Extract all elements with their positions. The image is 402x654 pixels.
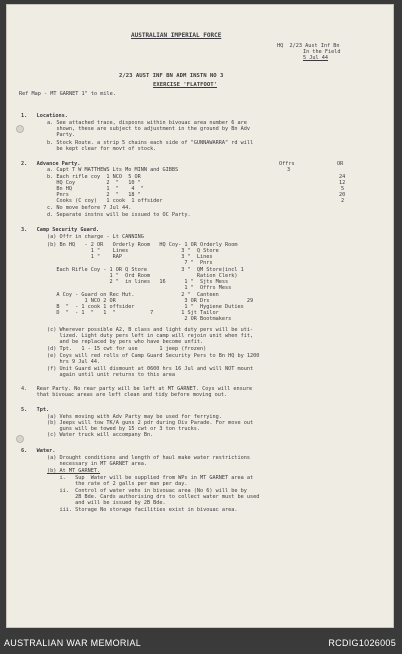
paragraph-line: c. No move before 7 Jul 44. bbox=[47, 205, 132, 211]
table-cell: 24 bbox=[339, 174, 346, 180]
paragraph-line: lized. Light duty pers left in camp will rejoin unit when fit, bbox=[47, 333, 254, 339]
column-header-offrs: Offrs bbox=[279, 161, 295, 167]
column-header-or: OR bbox=[337, 161, 344, 167]
punch-hole bbox=[16, 435, 24, 443]
table-cell: 2 bbox=[341, 198, 345, 204]
paragraph-line: a. Capt T W MATTHEWS Lts Mo MINN and GIBBS bbox=[47, 167, 179, 173]
paragraph-line: (a) Vehs moving with Adv Party may be used for ferrying. bbox=[47, 414, 222, 420]
footer-archive-name: AUSTRALIAN WAR MEMORIAL bbox=[4, 638, 142, 648]
paragraph-line: HQ Coy 2 " 10 " bbox=[47, 180, 141, 186]
paragraph-line: necessary in MT GARNET area. bbox=[47, 461, 147, 467]
archive-footer bbox=[0, 630, 402, 654]
paragraph-line: (f) Unit Guard will dismount at 0600 hrs 16 Jul and will NOT mount bbox=[47, 366, 254, 372]
document-header: AUSTRALIAN IMPERIAL FORCE bbox=[131, 32, 222, 39]
paragraph-line: shown, these are subject to adjustment in the ground by Bn Adv bbox=[47, 126, 251, 132]
paragraph-line: 2 " in lines 16 1 " Sjts Mess bbox=[47, 279, 229, 285]
exercise-name: EXERCISE 'FLATFOOT' bbox=[153, 82, 217, 88]
paragraph-line: iii. Storage No storage facilities exist in bivouac area. bbox=[47, 507, 238, 513]
document-date: 5 Jul 44 bbox=[303, 55, 328, 61]
paragraph-line: the rate of 2 galls per man per day. bbox=[47, 481, 188, 487]
paragraph-line: 1 NCO 2 OR 3 OR Drs 29 bbox=[47, 298, 254, 304]
paragraph-line: hrs 9 Jul 44. bbox=[47, 359, 101, 365]
paragraph-line: a. See attached trace, disposns within bivouac area number 6 are bbox=[47, 120, 247, 126]
paragraph-line: 2B Bde. Cards authorising drs to collect water must be used bbox=[47, 494, 260, 500]
paragraph-line: 1 " Ord Room Ration Clerk) bbox=[47, 273, 238, 279]
document-page bbox=[6, 4, 394, 628]
paragraph-line: and will be issued by 2B Bde. bbox=[47, 500, 166, 506]
paragraph-line: Pnrs 2 " 18 " bbox=[47, 192, 141, 198]
paragraph-line: ii. Control of water vehs in bivouac area (No 6) will be by bbox=[47, 488, 247, 494]
paragraph-line: B " - 1 cook 1 offsider 1 " Hygiene Duties bbox=[47, 304, 244, 310]
paragraph-line: (d) Tpt. 1 - 15 cwt for use 1 jeep (frozen) bbox=[47, 346, 207, 352]
paragraph-line: Party. bbox=[47, 132, 76, 138]
section-heading: 5. Tpt. bbox=[21, 407, 50, 413]
hq-line: HQ 2/23 Aust Inf Bn bbox=[277, 43, 340, 49]
table-cell: 5 bbox=[341, 186, 345, 192]
table-cell: 20 bbox=[339, 192, 346, 198]
paragraph-line: that bivouac areas are left clean and tidy before moving out. bbox=[21, 392, 228, 398]
location-line: In the Field bbox=[303, 49, 341, 55]
section-heading: 6. Water. bbox=[21, 448, 56, 454]
paragraph-line: (e) Coys will red rolls of Camp Guard Security Pers to Bn HQ by 1200 bbox=[47, 353, 260, 359]
paragraph-line: and be replaced by pers who have become unfit. bbox=[47, 339, 204, 345]
paragraph-line: Each Rifle Coy - 1 OR Q Store 3 " QM Store(incl 1 bbox=[47, 267, 244, 273]
table-cell: 3 bbox=[287, 167, 291, 173]
paragraph-line: D " - 1 " 1 " 7 1 Sjt Tailor bbox=[47, 310, 219, 316]
paragraph-line: (b) Jeeps will tow TK/A guns 2 pdr during Div Parade. For move out bbox=[47, 420, 254, 426]
paragraph-line: 1 " Offrs Mess bbox=[47, 285, 232, 291]
paragraph-line: Cooks (C coy) 1 cook 1 offsider bbox=[47, 198, 163, 204]
paragraph-line: be kept clear for movt of stock. bbox=[47, 146, 157, 152]
footer-record-id: RCDIG1026005 bbox=[328, 638, 396, 648]
paragraph-line: 4. Rear Party. No rear party will be left at MT GARNET. Coys will ensure bbox=[21, 386, 253, 392]
paragraph-line: (b) Bn HQ - 2 OR Orderly Room HQ Coy- 1 OR Orderly Room bbox=[47, 242, 238, 248]
paragraph-line: (c) Water truck will accompany Bn. bbox=[47, 432, 154, 438]
punch-hole bbox=[16, 125, 24, 133]
paragraph-line: 1 " RAP 3 " Lines bbox=[47, 254, 213, 260]
paragraph-line: 1 " Lines 3 " Q Store bbox=[47, 248, 219, 254]
paragraph-line: Bn HQ 1 " 4 " bbox=[47, 186, 144, 192]
paragraph-line: again until unit returns to this area bbox=[47, 372, 176, 378]
paragraph-line: (c) Wherever possible A2, B class and light duty pers will be uti- bbox=[47, 327, 254, 333]
paragraph-line: i. Sup Water will be supplied from WPs in MT GARNET area at bbox=[47, 475, 254, 481]
paragraph-line: (a) Offr in charge - Lt CANNING bbox=[47, 234, 144, 240]
paragraph-line: d. Separate instns will be issued to OC Party. bbox=[47, 212, 191, 218]
paragraph-line: 2 OR Bootmakers bbox=[47, 316, 232, 322]
table-cell: 12 bbox=[339, 180, 346, 186]
paragraph-line: (a) Drought conditions and length of haul make water restrictions bbox=[47, 455, 251, 461]
section-heading: 3. Camp Security Guard. bbox=[21, 227, 100, 233]
paragraph-line: b. Stock Route. a strip 5 chains each side of "GUNNAWARRA" rd will bbox=[47, 140, 254, 146]
paragraph-line: guns will be towed by 15 cwt or 3 ton trucks. bbox=[47, 426, 201, 432]
section-heading: 1. Locations. bbox=[21, 113, 68, 119]
section-heading: 2. Advance Party. bbox=[21, 161, 81, 167]
paragraph-line: 7 " Pnrs bbox=[47, 260, 213, 266]
map-reference: Ref Map - MT GARNET 1" to mile. bbox=[19, 91, 116, 97]
paragraph-line: A Coy - Guard on Rec Hut. 2 " Canteen bbox=[47, 292, 219, 298]
paragraph-line: b. Each rifle coy 1 NCO 5 OR bbox=[47, 174, 141, 180]
paragraph-line: (b) At MT GARNET. bbox=[47, 468, 101, 474]
instruction-title: 2/23 AUST INF BN ADM INSTN NO 3 bbox=[119, 73, 224, 79]
